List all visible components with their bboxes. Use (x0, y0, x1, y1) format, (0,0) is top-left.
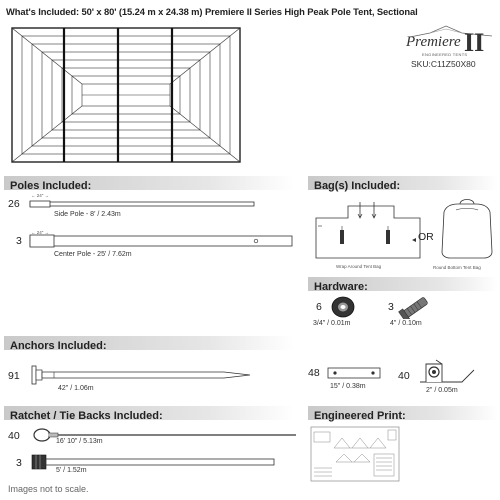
round-bottom-bag-graphic (438, 196, 496, 262)
hardware-section-header (308, 277, 498, 291)
center-pole-graphic (28, 233, 296, 249)
strap-plate-graphic (326, 366, 382, 380)
poles-section-header (4, 176, 294, 190)
tie-back-caption: 16' 10" / 5.13m (56, 438, 103, 445)
wrap-bag-caption: Wrap Around Tent Bag (336, 264, 382, 269)
ratchet-hook-graphic (418, 356, 478, 386)
logo-subtitle: ENGINEERED TENTS (422, 52, 468, 57)
hardware-heading: Hardware: (314, 281, 368, 293)
bags-heading: Bag(s) Included: (314, 180, 401, 192)
tent-top-view-diagram (10, 26, 242, 164)
center-pole-tick: ← 24" → (31, 230, 50, 235)
bolt-caption: 4" / 0.10m (390, 320, 422, 327)
engineered-section-header (308, 406, 498, 420)
anchors-heading: Anchors Included: (10, 340, 107, 352)
bags-section-header (308, 176, 498, 190)
ratchet-hook-caption: 2" / 0.05m (426, 387, 458, 394)
strap-plate-caption: 15" / 0.38m (330, 383, 366, 390)
bolt-qty: 3 (388, 301, 394, 313)
center-pole-caption: Center Pole - 25' / 7.62m (54, 251, 132, 258)
ratchet-hook-qty: 40 (398, 370, 410, 382)
ratchet-strap-caption: 5' / 1.52m (56, 467, 87, 474)
poles-heading: Poles Included: (10, 180, 92, 192)
tie-back-qty: 40 (8, 430, 20, 442)
side-pole-qty: 26 (8, 198, 20, 210)
logo-word: Premiere (406, 34, 461, 50)
strap-plate-qty: 48 (308, 367, 320, 379)
logo-numeral: II (464, 28, 485, 57)
anchors-section-header (4, 336, 294, 350)
grommet-qty: 6 (316, 301, 322, 313)
brand-logo (404, 24, 496, 64)
side-pole-caption: Side Pole - 8' / 2.43m (54, 211, 121, 218)
bags-or-label: OR (418, 231, 434, 243)
engineered-heading: Engineered Print: (314, 410, 406, 422)
ratchet-section-header (4, 406, 294, 420)
side-pole-tick: ← 24" → (31, 193, 50, 198)
ratchet-strap-qty: 3 (16, 457, 22, 469)
round-bag-caption: Round Bottom Tent Bag (433, 265, 481, 270)
center-pole-qty: 3 (16, 235, 22, 247)
ratchet-heading: Ratchet / Tie Backs Included: (10, 410, 163, 422)
grommet-icon (328, 294, 358, 320)
page-title: What's Included: 50' x 80' (15.24 m x 24.38 m) Premiere II Series High Peak Pole Tent, Sectional (6, 6, 418, 17)
grommet-caption: 3/4" / 0.01m (313, 320, 351, 327)
stake-qty: 91 (8, 370, 20, 382)
bolt-icon (398, 295, 434, 319)
sku-label: SKU:C11Z50X80 (411, 59, 476, 69)
scale-note: Images not to scale. (8, 484, 89, 494)
stake-graphic (28, 364, 254, 386)
side-pole-graphic (28, 198, 260, 210)
wrap-around-bag-graphic (310, 196, 424, 266)
stake-caption: 42" / 1.06m (58, 385, 94, 392)
engineered-print-thumbnail (310, 426, 400, 482)
